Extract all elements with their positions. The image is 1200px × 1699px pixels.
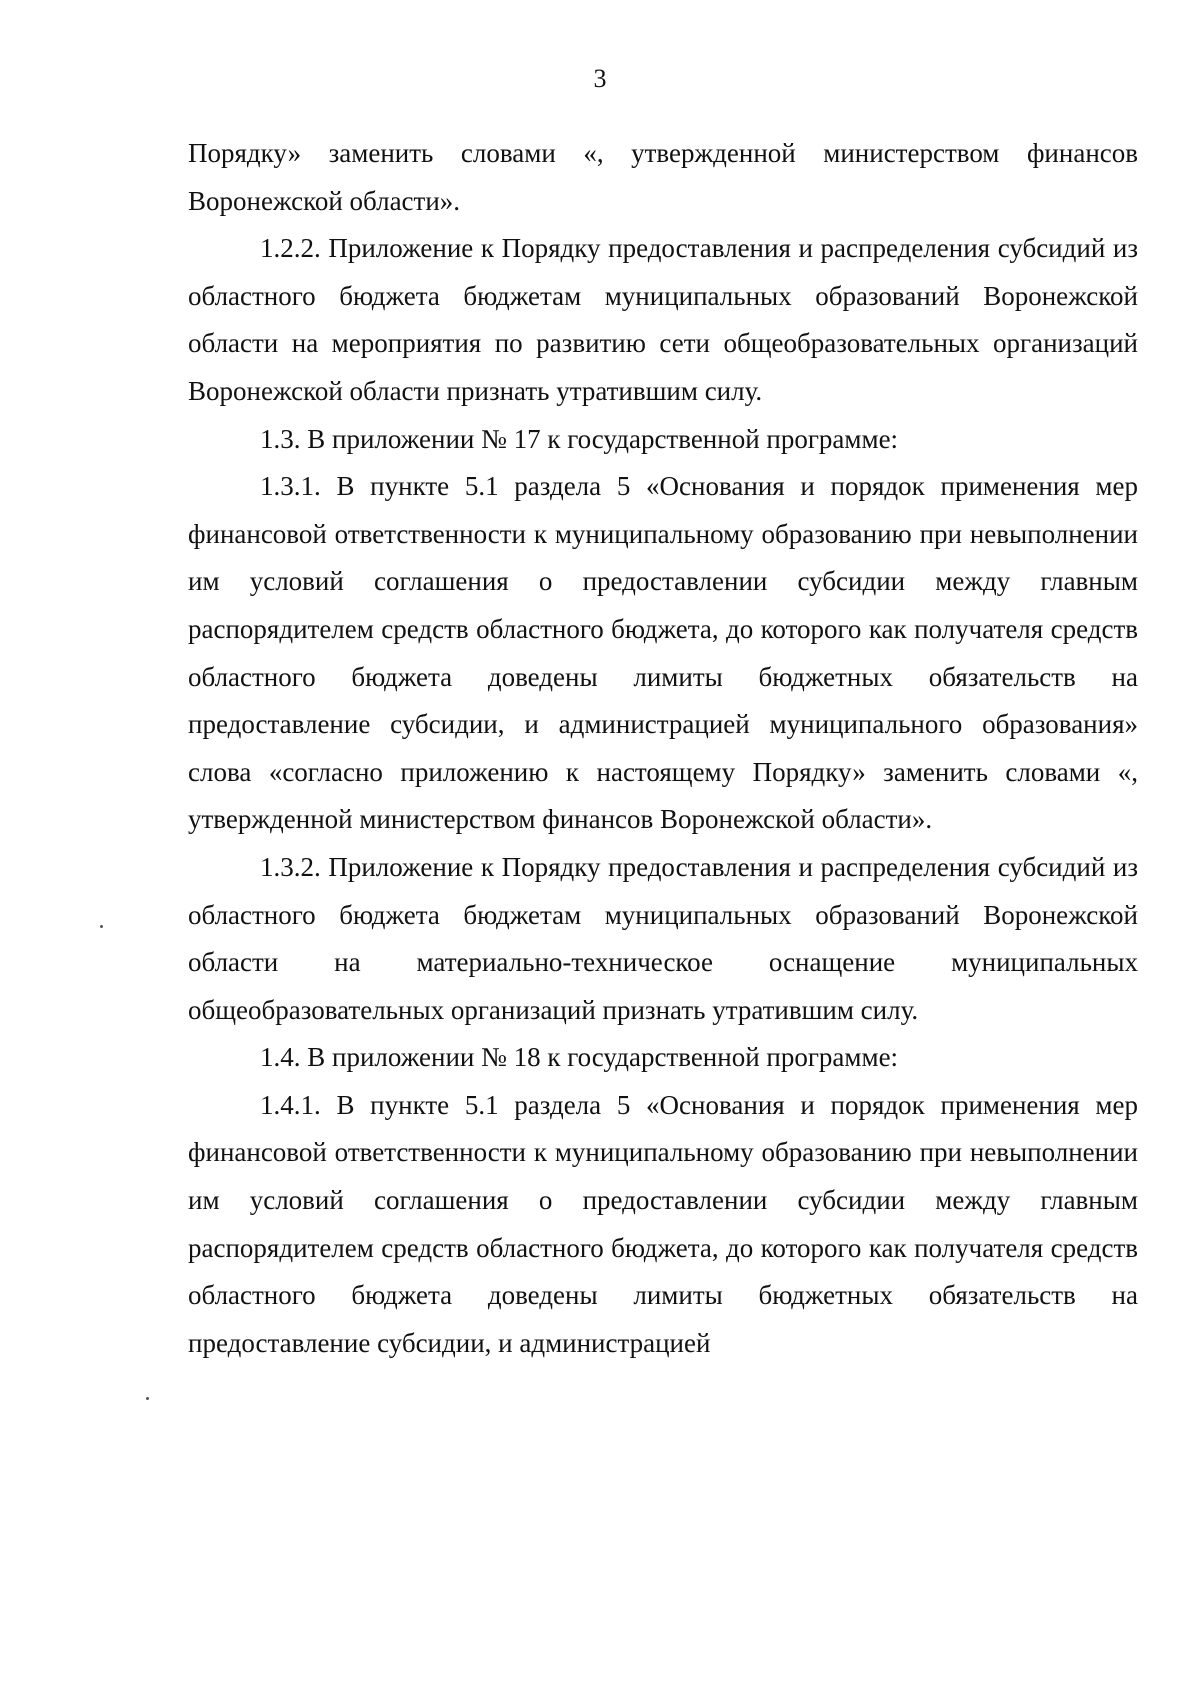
paragraph-1-2-2: 1.2.2. Приложение к Порядку предоставления и распределения субсидий из областного бюджета бюджетам муниципальных образований Воронежской области на мероприятия по развитию сети общеобразовательных организаций Воронежской области признать утратившим силу. — [188, 233, 1138, 406]
paragraph-continuation: Порядку» заменить словами «, утвержденной министерством финансов Воронежской области». — [188, 138, 1138, 216]
scan-speck — [146, 1397, 149, 1400]
paragraph-1-4-1: 1.4.1. В пункте 5.1 раздела 5 «Основания и порядок применения мер финансовой ответственности к муниципальному образованию при невыполнении им условий соглашения о предоставлении субсидии между главным распорядителем средств областного бюджета, до которого как получателя средств областного бюджета доведены лимиты бюджетных обязательств на предоставление субсидии, и администрацией — [188, 1089, 1138, 1358]
paragraph-1-4: 1.4. В приложении № 18 к государственной программе: — [260, 1042, 899, 1073]
paragraph-1-3: 1.3. В приложении № 17 к государственной программе: — [260, 423, 899, 454]
document-body — [188, 130, 1138, 1367]
page-number: 3 — [593, 64, 607, 93]
paragraph-1-3-2: 1.3.2. Приложение к Порядку предоставления и распределения субсидий из областного бюджета бюджетам муниципальных образований Воронежской области на материально-техническое оснащение муниципальных общеобразовательных организаций признать утратившим силу. — [188, 851, 1138, 1025]
scan-speck — [100, 925, 103, 928]
paragraph-1-3-1: 1.3.1. В пункте 5.1 раздела 5 «Основания и порядок применения мер финансовой ответственности к муниципальному образованию при невыполнении им условий соглашения о предоставлении субсидии между главным распорядителем средств областного бюджета, до которого как получателя средств областного бюджета доведены лимиты бюджетных обязательств на предоставление субсидии, и администрацией муниципального образования» слова «согласно приложению к настоящему Порядку» заменить словами «, утвержденной министерством финансов Воронежской области». — [188, 471, 1138, 835]
